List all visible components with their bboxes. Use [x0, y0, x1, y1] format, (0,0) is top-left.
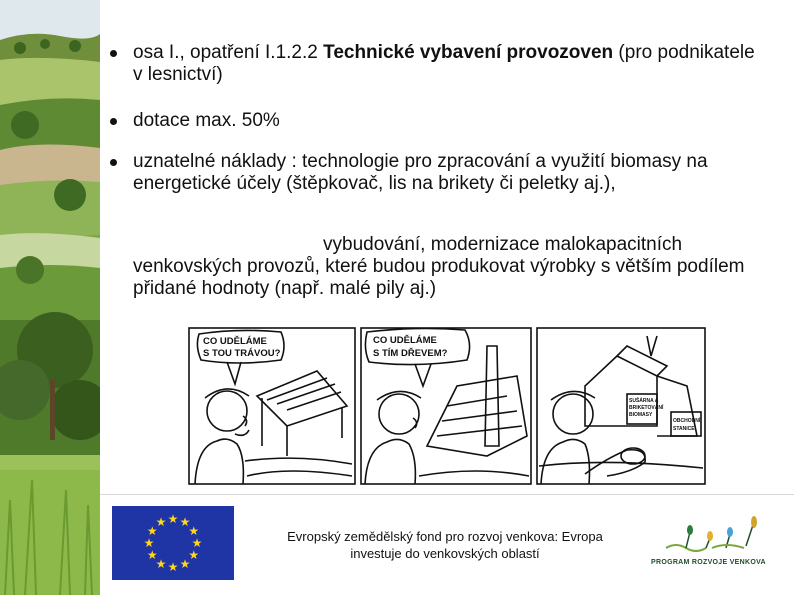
footer-caption: [255, 528, 635, 562]
bullet-item-axis: [108, 42, 758, 86]
eu-star-icon: ★: [146, 548, 158, 562]
bullet-dot-icon: [110, 159, 117, 166]
bullet-dot-icon: [110, 118, 117, 125]
bullet-bold-title: Technické vybavení provozoven: [323, 42, 614, 63]
eu-star-icon: ★: [179, 556, 191, 571]
comic-sign-1-line3: BIOMASY: [629, 412, 653, 418]
paragraph-text: vybudování, modernizace malokapacitních venkovských provozů, které budou produkovat výrobky s větším podílem přidané hodnoty (např. malé pily aj.): [133, 234, 745, 299]
bullet-list: [108, 42, 758, 195]
bullet-item-subsidy: [108, 110, 758, 132]
comic-bubble-2-line1: CO UDĚLÁME: [373, 335, 437, 346]
comic-sign-1-line1: SUŠÁRNA A: [629, 398, 659, 404]
eu-star-icon: ★: [155, 515, 167, 530]
comic-sign-1-line2: BRIKETOVÁNÍ: [629, 405, 664, 411]
eu-star-icon: ★: [167, 560, 179, 574]
bullet-dot-icon: [110, 50, 117, 57]
comic-bubble-2-line2: S TÍM DŘEVEM?: [373, 348, 448, 359]
eu-star-icon: ★: [146, 524, 158, 538]
prv-logo-text: PROGRAM ROZVOJE VENKOVA: [651, 559, 766, 566]
eu-flag-logo: [112, 506, 234, 580]
eu-star-icon: ★: [188, 524, 200, 538]
eu-star-icon: ★: [155, 556, 167, 571]
comic-strip: [187, 326, 708, 488]
comic-sign-2-line2: STANICE: [673, 426, 695, 432]
eu-star-icon: ★: [179, 515, 191, 530]
bullet-text: uznatelné náklady : technologie pro zpracování a využití biomasy na energetické účely (štěpkovač, lis na brikety či peletky aj.),: [133, 151, 708, 194]
bullet-item-costs: [108, 151, 758, 195]
comic-sign-2-line1: OBCHODNÍ: [673, 418, 701, 424]
landscape-photo: [0, 0, 100, 595]
eu-star-icon: ★: [188, 548, 200, 562]
bullet-prefix: osa I., opatření I.1.2.2: [133, 42, 324, 63]
comic-bubble-1-line1: CO UDĚLÁME: [203, 336, 267, 347]
eu-star-icon: ★: [143, 536, 155, 550]
footer-divider: [100, 494, 794, 495]
paragraph-modernization: [133, 234, 753, 300]
footer-caption-line2: investuje do venkovských oblastí: [350, 546, 540, 561]
eu-star-icon: ★: [191, 536, 203, 550]
comic-bubble-1-line2: S TOU TRÁVOU?: [203, 348, 281, 359]
bullet-text: dotace max. 50%: [133, 110, 280, 131]
bullet-suffix: (pro podnikatele v lesnictví): [133, 42, 755, 85]
eu-star-icon: ★: [167, 512, 179, 526]
footer-caption-line1: Evropský zemědělský fond pro rozvoj venkova: Evropa: [287, 529, 603, 544]
